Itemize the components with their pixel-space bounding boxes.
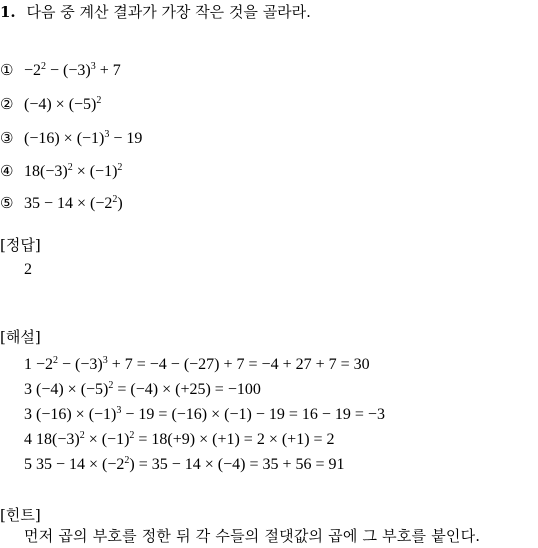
option-expression: $35 - 14 \times (-2^2)$ [24, 194, 123, 212]
exponent: 2 [67, 162, 73, 173]
exponent: 2 [117, 162, 123, 173]
option-item [0, 128, 142, 149]
exponent: 2 [124, 455, 130, 466]
option-item [0, 193, 123, 214]
option-marker: ⑤ [0, 194, 14, 212]
exponent: 2 [41, 61, 47, 72]
exponent: 2 [53, 355, 59, 366]
option-expression: $-2^2 - (-3)^3 + 7$ [24, 61, 121, 79]
option-marker: ② [0, 95, 14, 113]
exponent: 3 [116, 405, 122, 416]
option-marker: ③ [0, 129, 14, 147]
exponent: 2 [96, 95, 102, 106]
exponent: 2 [112, 194, 118, 205]
question-line [0, 2, 311, 22]
option-expression: $(-4) \times (-5)^2$ [24, 95, 102, 113]
answer-label: [정답] [0, 236, 41, 254]
exponent: 3 [90, 61, 96, 72]
option-expression: $(-16) \times (-1)^3 - 19$ [24, 129, 143, 147]
question-text: 다음 중 계산 결과가 가장 작은 것을 골라라. [26, 3, 311, 21]
answer-value: 2 [24, 261, 32, 278]
explanation-line: 3 $(-4) \times (-5)^2 = (-4) \times (+25) = -100$ [24, 380, 261, 398]
explanation-line: 4 $18(-3)^2 \times (-1)^2 = 18(+9) \times (+1) = 2 \times (+1) = 2$ [24, 430, 335, 448]
exponent: 2 [129, 430, 135, 441]
explanation-line: 3 $(-16) \times (-1)^3 - 19 = (-16) \times (-1) - 19 = 16 - 19 = -3$ [24, 405, 385, 423]
option-expression: $18(-3)^2 \times (-1)^2$ [24, 162, 123, 180]
option-item [0, 94, 101, 115]
explanation-label: [해설] [0, 328, 41, 346]
exponent: 3 [102, 355, 108, 366]
explanation-line: $1 -2^2 - (-3)^3 + 7 = -4 - (-27) + 7 = -4 + 27 + 7 = 30$ [24, 355, 370, 373]
exponent: 2 [108, 380, 114, 391]
option-marker: ① [0, 61, 14, 79]
exponent: 3 [104, 129, 110, 140]
hint-text: 먼저 곱의 부호를 정한 뒤 각 수들의 절댓값의 곱에 그 부호를 붙인다. [24, 527, 481, 545]
hint-label: [힌트] [0, 506, 41, 524]
option-item [0, 60, 121, 81]
explanation-line: 5 $35 - 14 \times (-2^2) = 35 - 14 \times (-4) = 35 + 56 = 91$ [24, 455, 345, 473]
question-number: 1. [0, 3, 16, 21]
exponent: 2 [79, 430, 85, 441]
option-item [0, 161, 122, 182]
option-marker: ④ [0, 162, 14, 180]
